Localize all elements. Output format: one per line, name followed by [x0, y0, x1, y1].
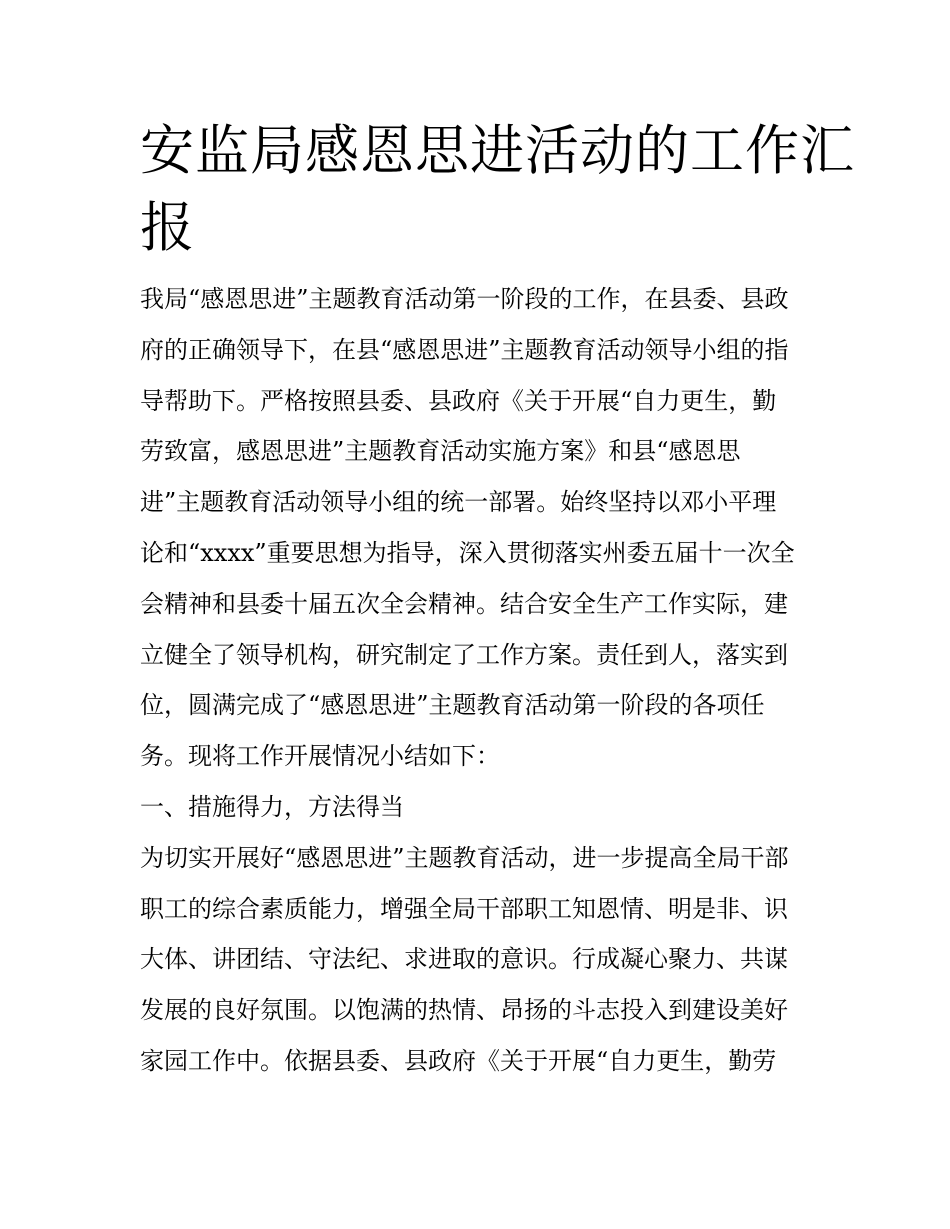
document-body [140, 274, 830, 1087]
title-line: 安监局感恩思进活动的工作汇 [140, 119, 855, 182]
text-line: 大体、讲团结、守法纪、求进取的意识。行成凝心聚力、共谋 [140, 945, 788, 974]
text-line: 我局“感恩思进”主题教育活动第一阶段的工作，在县委、县政 [140, 285, 789, 313]
text-line: 府的正确领导下，在县“感恩思进”主题教育活动领导小组的指 [140, 335, 789, 364]
section-heading: 一、措施得力，方法得当 [140, 792, 404, 821]
text-line: 务。现将工作开展情况小结如下： [140, 742, 500, 771]
text-line: 论和“xxxx”重要思想为指导，深入贯彻落实州委五届十一次全 [140, 538, 795, 567]
text-line: 发展的良好氛围。以饱满的热情、昂扬的斗志投入到建设美好 [140, 996, 788, 1025]
paragraph-2 [140, 833, 830, 1087]
text-line: 劳致富，感恩思进”主题教育活动实施方案》和县“感恩思 [140, 437, 741, 466]
paragraph-1 [140, 274, 830, 782]
text-line: 导帮助下。严格按照县委、县政府《关于开展“自力更生，勤 [140, 386, 777, 415]
text-line: 职工的综合素质能力，增强全局干部职工知恩情、明是非、识 [140, 894, 788, 923]
title-line: 报 [140, 196, 195, 259]
text-line: 为切实开展好“感恩思进”主题教育活动，进一步提高全局干部 [140, 843, 789, 872]
document-title [140, 112, 855, 266]
text-line: 会精神和县委十届五次全会精神。结合安全生产工作实际，建 [140, 589, 788, 618]
text-line: 立健全了领导机构，研究制定了工作方案。责任到人，落实到 [140, 640, 788, 669]
text-line: 进”主题教育活动领导小组的统一部署。始终坚持以邓小平理 [140, 488, 777, 517]
text-line: 位，圆满完成了“感恩思进”主题教育活动第一阶段的各项任 [140, 691, 765, 720]
text-line: 家园工作中。依据县委、县政府《关于开展“自力更生，勤劳 [140, 1046, 777, 1075]
